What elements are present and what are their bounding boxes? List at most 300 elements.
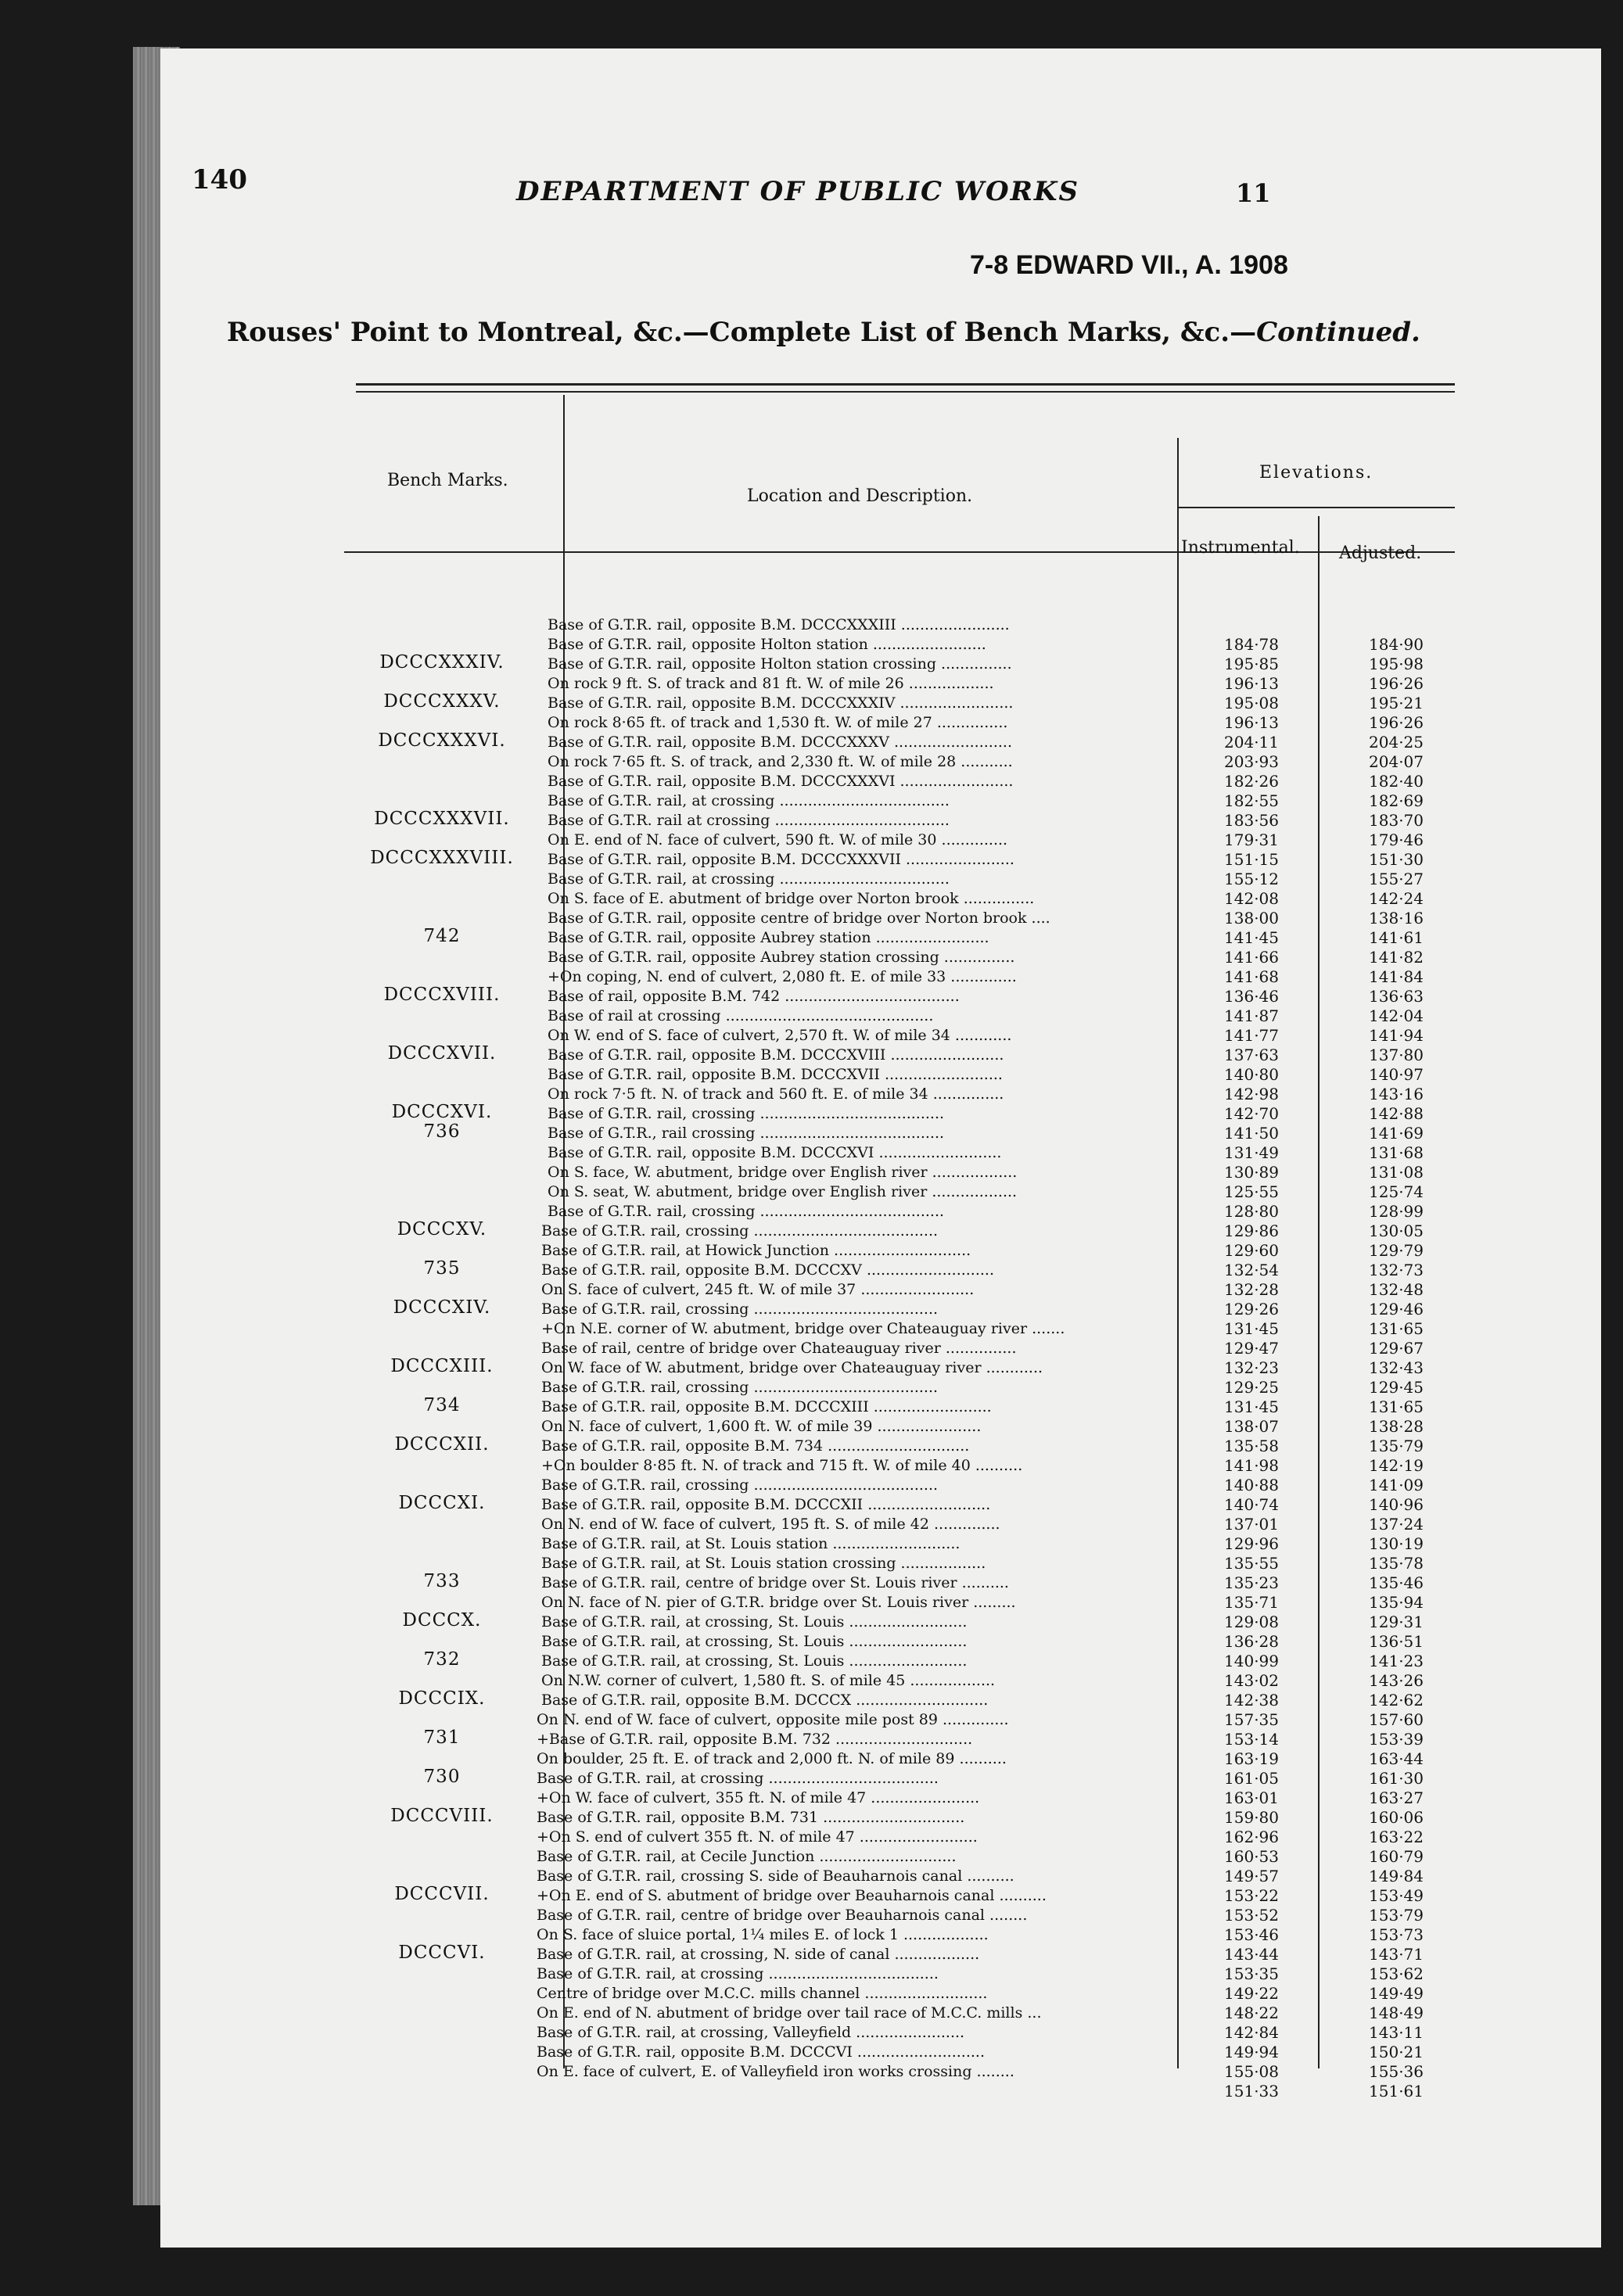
instrumental-value: 151·33 — [1224, 2082, 1279, 2100]
table-row — [0, 1341, 1623, 1356]
table-row — [0, 735, 1623, 750]
bench-mark-label: DCCCXII. — [394, 1434, 490, 1455]
adjusted-value: 148·49 — [1369, 2004, 1424, 2022]
table-row — [0, 1986, 1623, 2001]
row-description: +On coping, N. end of culvert, 2,080 ft. E. of mile 33 .............. — [548, 968, 1017, 985]
row-description: Base of G.T.R. rail, at crossing .................................... — [548, 792, 950, 809]
bench-mark-label: 733 — [423, 1571, 461, 1591]
table-row — [0, 852, 1623, 867]
instrumental-value: 129·86 — [1224, 1222, 1279, 1240]
adjusted-value: 129·45 — [1369, 1378, 1424, 1397]
row-description: Base of G.T.R. rail, at Howick Junction ............................. — [541, 1242, 971, 1259]
adjusted-value: 182·69 — [1369, 791, 1424, 810]
instrumental-value: 138·07 — [1224, 1417, 1279, 1436]
adjusted-value: 184·90 — [1369, 635, 1424, 654]
instrumental-value: 184·78 — [1224, 635, 1279, 654]
table-row — [0, 1925, 1623, 1944]
instrumental-value: 159·80 — [1224, 1808, 1279, 1827]
adjusted-value: 153·73 — [1369, 1925, 1424, 1944]
table-row — [0, 1671, 1623, 1690]
bench-mark-label: 731 — [423, 1727, 461, 1748]
row-description: Base of G.T.R. rail, opposite Holton station crossing ............... — [548, 655, 1012, 673]
instrumental-value: 182·26 — [1224, 772, 1279, 791]
row-description: Base of G.T.R. rail, at crossing, Valleyfield ....................... — [537, 2024, 965, 2041]
table-row — [0, 1573, 1623, 1592]
row-description: Base of G.T.R. rail, at St. Louis station crossing .................. — [541, 1555, 986, 1572]
table-row — [0, 1224, 1623, 1239]
bench-mark-label: DCCCXXXVIII. — [370, 848, 514, 868]
table-row — [0, 1478, 1623, 1493]
row-description: +On W. face of culvert, 355 ft. N. of mile 47 ....................... — [537, 1789, 980, 1806]
instrumental-value: 129·60 — [1224, 1241, 1279, 1260]
adjusted-value: 157·60 — [1369, 1710, 1424, 1729]
instrumental-value: 182·55 — [1224, 791, 1279, 810]
adjusted-value: 138·28 — [1369, 1417, 1424, 1436]
adjusted-value: 142·62 — [1369, 1691, 1424, 1709]
table-row — [0, 1634, 1623, 1649]
adjusted-value: 125·74 — [1369, 1182, 1424, 1201]
adjusted-value: 141·61 — [1369, 928, 1424, 947]
instrumental-value: 135·55 — [1224, 1554, 1279, 1573]
instrumental-value: 128·80 — [1224, 1202, 1279, 1221]
bench-mark-label: DCCCXXXV. — [383, 691, 501, 712]
col-header-elevations: Elevations. — [1259, 463, 1373, 483]
instrumental-value: 153·14 — [1224, 1730, 1279, 1749]
instrumental-value: 125·55 — [1224, 1182, 1279, 1201]
table-row — [0, 911, 1623, 926]
instrumental-value: 157·35 — [1224, 1710, 1279, 1729]
instrumental-value: 148·22 — [1224, 2004, 1279, 2022]
adjusted-value: 149·49 — [1369, 1984, 1424, 2003]
table-row — [0, 1849, 1623, 1864]
row-description: Base of G.T.R. rail, opposite B.M. DCCCXXXVI ........................ — [548, 773, 1014, 790]
adjusted-value: 140·96 — [1369, 1495, 1424, 1514]
bench-mark-label: DCCCXVII. — [387, 1043, 497, 1064]
instrumental-value: 142·84 — [1224, 2023, 1279, 2042]
row-description: On rock 8·65 ft. of track and 1,530 ft. W. of mile 27 ............... — [548, 714, 1008, 731]
row-description: Base of G.T.R. rail, at crossing .................................... — [548, 870, 950, 888]
title-rule-bottom — [356, 391, 1455, 393]
bench-mark-label: DCCCXVI. — [391, 1102, 493, 1122]
instrumental-value: 161·05 — [1224, 1769, 1279, 1788]
instrumental-value: 132·28 — [1224, 1280, 1279, 1299]
bench-mark-label: DCCCXXXIV. — [379, 652, 504, 673]
table-row — [0, 774, 1623, 789]
row-description: On W. end of S. face of culvert, 2,570 ft. W. of mile 34 ............ — [548, 1027, 1012, 1044]
row-description: Base of G.T.R. rail, opposite Aubrey station ........................ — [548, 929, 989, 946]
adjusted-value: 136·63 — [1369, 987, 1424, 1006]
table-row — [0, 833, 1623, 848]
instrumental-value: 129·08 — [1224, 1613, 1279, 1631]
adjusted-value: 140·97 — [1369, 1065, 1424, 1084]
adjusted-value: 138·16 — [1369, 909, 1424, 927]
adjusted-value: 195·21 — [1369, 694, 1424, 712]
instrumental-value: 142·08 — [1224, 889, 1279, 908]
instrumental-value: 140·74 — [1224, 1495, 1279, 1514]
table-row — [0, 1947, 1623, 1962]
table-row — [0, 1104, 1623, 1123]
adjusted-value: 153·39 — [1369, 1730, 1424, 1749]
session-label: 7-8 EDWARD VII., A. 1908 — [970, 250, 1288, 280]
instrumental-value: 135·71 — [1224, 1593, 1279, 1612]
instrumental-value: 155·12 — [1224, 870, 1279, 888]
table-row — [0, 1358, 1623, 1377]
row-description: On N. face of culvert, 1,600 ft. W. of mile 39 ...................... — [541, 1418, 982, 1435]
adjusted-value: 143·11 — [1369, 2023, 1424, 2042]
instrumental-value: 130·89 — [1224, 1163, 1279, 1182]
instrumental-value: 136·28 — [1224, 1632, 1279, 1651]
adjusted-value: 142·24 — [1369, 889, 1424, 908]
elevations-rule — [1177, 507, 1455, 508]
adjusted-value: 135·78 — [1369, 1554, 1424, 1573]
instrumental-value: 183·56 — [1224, 811, 1279, 830]
table-row — [0, 1615, 1623, 1630]
adjusted-value: 137·80 — [1369, 1046, 1424, 1064]
col-header-bench-marks: Bench Marks. — [387, 471, 508, 490]
adjusted-value: 141·69 — [1369, 1124, 1424, 1143]
instrumental-value: 137·01 — [1224, 1515, 1279, 1534]
row-description: Base of G.T.R. rail, opposite B.M. DCCCXXXIV ........................ — [548, 694, 1014, 712]
adjusted-value: 163·27 — [1369, 1788, 1424, 1807]
table-row — [0, 872, 1623, 887]
row-description: Base of G.T.R. rail, opposite B.M. DCCCXV ........................... — [541, 1261, 995, 1279]
table-row — [0, 891, 1623, 906]
row-description: Base of G.T.R. rail, opposite Aubrey station crossing ............... — [548, 949, 1015, 966]
adjusted-value: 153·62 — [1369, 1964, 1424, 1983]
table-row — [0, 1143, 1623, 1162]
table-row — [0, 1028, 1623, 1043]
row-description: Base of G.T.R. rail, at crossing, St. Louis ......................... — [541, 1613, 968, 1631]
table-row — [0, 1302, 1623, 1317]
table-row — [0, 637, 1623, 652]
instrumental-value: 129·26 — [1224, 1300, 1279, 1318]
adjusted-value: 141·94 — [1369, 1026, 1424, 1045]
adjusted-value: 142·04 — [1369, 1006, 1424, 1025]
adjusted-value: 129·79 — [1369, 1241, 1424, 1260]
table-row — [0, 1165, 1623, 1180]
table-row — [0, 1243, 1623, 1258]
row-description: +On E. end of S. abutment of bridge over Beauharnois canal .......... — [537, 1887, 1047, 1904]
col-header-location: Location and Description. — [747, 486, 973, 506]
instrumental-value: 204·11 — [1224, 733, 1279, 752]
adjusted-value: 196·26 — [1369, 713, 1424, 732]
adjusted-value: 131·08 — [1369, 1163, 1424, 1182]
row-description: Base of G.T.R. rail, at St. Louis station ........................... — [541, 1535, 961, 1552]
row-description: Base of G.T.R. rail, at crossing .................................... — [537, 1770, 939, 1787]
table-row — [0, 1830, 1623, 1845]
row-description: Base of rail, centre of bridge over Chateauguay river ............... — [541, 1340, 1017, 1357]
adjusted-value: 141·09 — [1369, 1476, 1424, 1494]
adjusted-value: 129·46 — [1369, 1300, 1424, 1318]
adjusted-value: 136·51 — [1369, 1632, 1424, 1651]
instrumental-value: 129·25 — [1224, 1378, 1279, 1397]
table-row — [0, 791, 1623, 810]
table-row — [0, 2062, 1623, 2081]
row-description: Base of G.T.R. rail, crossing S. side of Beauharnois canal .......... — [537, 1867, 1014, 1885]
instrumental-value: 179·31 — [1224, 831, 1279, 849]
table-row — [0, 989, 1623, 1004]
table-row — [0, 1964, 1623, 1983]
instrumental-value: 142·98 — [1224, 1085, 1279, 1103]
row-description: On E. end of N. abutment of bridge over tail race of M.C.C. mills ... — [537, 2004, 1042, 2022]
row-description: Centre of bridge over M.C.C. mills channel .......................... — [537, 1985, 988, 2002]
adjusted-value: 160·79 — [1369, 1847, 1424, 1866]
instrumental-value: 143·44 — [1224, 1945, 1279, 1964]
adjusted-value: 179·46 — [1369, 831, 1424, 849]
table-row — [0, 1886, 1623, 1905]
row-description: Base of rail at crossing ............................................ — [548, 1007, 934, 1024]
adjusted-value: 160·06 — [1369, 1808, 1424, 1827]
instrumental-value: 195·85 — [1224, 655, 1279, 673]
instrumental-value: 149·94 — [1224, 2043, 1279, 2061]
table-row — [0, 1771, 1623, 1786]
table-row — [0, 1126, 1623, 1141]
row-description: Base of G.T.R. rail, opposite Holton station ........................ — [548, 636, 986, 653]
table-row — [0, 1495, 1623, 1514]
instrumental-value: 141·66 — [1224, 948, 1279, 967]
adjusted-value: 130·19 — [1369, 1534, 1424, 1553]
instrumental-value: 137·63 — [1224, 1046, 1279, 1064]
row-description: Base of G.T.R. rail, opposite B.M. DCCCXXXVII ....................... — [548, 851, 1014, 868]
instrumental-value: 153·52 — [1224, 1906, 1279, 1925]
instrumental-value: 160·53 — [1224, 1847, 1279, 1866]
row-description: Base of G.T.R. rail, opposite centre of bridge over Norton brook .... — [548, 909, 1050, 927]
row-description: Base of G.T.R. rail, at crossing, St. Louis ......................... — [541, 1633, 968, 1650]
adjusted-value: 204·07 — [1369, 752, 1424, 771]
row-description: Base of G.T.R. rail, opposite B.M. DCCCXVII ......................... — [548, 1066, 1003, 1083]
table-row — [0, 1397, 1623, 1416]
table-row — [0, 2025, 1623, 2040]
instrumental-value: 135·58 — [1224, 1437, 1279, 1455]
instrumental-value: 195·08 — [1224, 694, 1279, 712]
bench-mark-label: 736 — [423, 1121, 461, 1142]
adjusted-value: 141·23 — [1369, 1652, 1424, 1670]
instrumental-value: 149·22 — [1224, 1984, 1279, 2003]
table-row — [0, 1788, 1623, 1807]
table-row — [0, 1263, 1623, 1278]
table-row — [0, 1419, 1623, 1434]
adjusted-value: 132·43 — [1369, 1358, 1424, 1377]
table-row — [0, 2045, 1623, 2060]
instrumental-value: 196·13 — [1224, 713, 1279, 732]
row-description: Base of G.T.R. rail, crossing ....................................... — [541, 1379, 939, 1396]
instrumental-value: 136·46 — [1224, 987, 1279, 1006]
row-description: Base of G.T.R. rail, at crossing, St. Louis ......................... — [541, 1652, 968, 1670]
row-description: On N. end of W. face of culvert, 195 ft. S. of mile 42 .............. — [541, 1516, 1000, 1533]
instrumental-value: 135·23 — [1224, 1573, 1279, 1592]
instrumental-value: 155·08 — [1224, 2062, 1279, 2081]
row-description: Base of G.T.R. rail, opposite B.M. DCCCXVI .......................... — [548, 1144, 1002, 1161]
adjusted-value: 163·44 — [1369, 1749, 1424, 1768]
row-description: +On S. end of culvert 355 ft. N. of mile 47 ......................... — [537, 1828, 978, 1846]
row-description: On E. face of culvert, E. of Valleyfield iron works crossing ........ — [537, 2063, 1014, 2080]
row-description: On S. face of E. abutment of bridge over Norton brook ............... — [548, 890, 1035, 907]
instrumental-value: 140·88 — [1224, 1476, 1279, 1494]
instrumental-value: 153·22 — [1224, 1886, 1279, 1905]
instrumental-value: 149·57 — [1224, 1867, 1279, 1885]
table-row — [0, 1693, 1623, 1708]
instrumental-value: 129·96 — [1224, 1534, 1279, 1553]
row-description: Base of G.T.R. rail, opposite B.M. 731 .............................. — [537, 1809, 965, 1826]
row-description: Base of rail, opposite B.M. 742 ..................................... — [548, 988, 960, 1005]
row-description: +On N.E. corner of W. abutment, bridge over Chateauguay river ....... — [541, 1320, 1065, 1337]
instrumental-value: 151·15 — [1224, 850, 1279, 869]
section-number: 11 — [1236, 178, 1271, 208]
instrumental-value: 142·38 — [1224, 1691, 1279, 1709]
instrumental-value: 140·80 — [1224, 1065, 1279, 1084]
row-description: Base of G.T.R. rail, opposite B.M. DCCCVI ........................... — [537, 2043, 985, 2061]
row-description: Base of G.T.R. rail, at crossing, N. side of canal .................. — [537, 1946, 980, 1963]
row-description: Base of G.T.R. rail, crossing ....................................... — [541, 1476, 939, 1494]
table-row — [0, 1534, 1623, 1553]
col-header-instrumental: Instrumental. — [1181, 538, 1300, 558]
row-description: Base of G.T.R. rail, crossing ....................................... — [548, 1203, 945, 1220]
table-row — [0, 1869, 1623, 1884]
table-row — [0, 1380, 1623, 1395]
table-row — [0, 1006, 1623, 1025]
page-number: 140 — [192, 164, 247, 196]
adjusted-value: 183·70 — [1369, 811, 1424, 830]
instrumental-value: 138·00 — [1224, 909, 1279, 927]
table-row — [0, 657, 1623, 672]
adjusted-value: 196·26 — [1369, 674, 1424, 693]
row-description: Base of G.T.R. rail, crossing ....................................... — [541, 1222, 939, 1239]
adjusted-value: 150·21 — [1369, 2043, 1424, 2061]
instrumental-value: 143·02 — [1224, 1671, 1279, 1690]
instrumental-value: 153·46 — [1224, 1925, 1279, 1944]
adjusted-value: 132·73 — [1369, 1261, 1424, 1279]
bench-mark-label: DCCCXI. — [398, 1493, 486, 1513]
adjusted-value: 182·40 — [1369, 772, 1424, 791]
adjusted-value: 142·19 — [1369, 1456, 1424, 1475]
table-row — [0, 1182, 1623, 1201]
instrumental-value: 132·54 — [1224, 1261, 1279, 1279]
bench-mark-label: DCCCXXXVI. — [378, 730, 506, 751]
row-description: On boulder, 25 ft. E. of track and 2,000 ft. N. of mile 89 .......... — [537, 1750, 1007, 1767]
row-description: Base of G.T.R. rail at crossing ..................................... — [548, 812, 950, 829]
adjusted-value: 128·99 — [1369, 1202, 1424, 1221]
row-description: +On boulder 8·85 ft. N. of track and 715 ft. W. of mile 40 .......... — [541, 1457, 1023, 1474]
row-description: Base of G.T.R. rail, centre of bridge over St. Louis river .......... — [541, 1574, 1009, 1591]
instrumental-value: 142·70 — [1224, 1104, 1279, 1123]
adjusted-value: 131·65 — [1369, 1319, 1424, 1338]
adjusted-value: 131·65 — [1369, 1397, 1424, 1416]
adjusted-value: 129·31 — [1369, 1613, 1424, 1631]
adjusted-value: 153·49 — [1369, 1886, 1424, 1905]
instrumental-value: 141·77 — [1224, 1026, 1279, 1045]
adjusted-value: 131·68 — [1369, 1143, 1424, 1162]
adjusted-value: 151·61 — [1369, 2082, 1424, 2100]
instrumental-value: 153·35 — [1224, 1964, 1279, 1983]
adjusted-value: 161·30 — [1369, 1769, 1424, 1788]
adjusted-value: 151·30 — [1369, 850, 1424, 869]
adjusted-value: 129·67 — [1369, 1339, 1424, 1358]
table-row — [0, 1908, 1623, 1923]
instrumental-value: 141·98 — [1224, 1456, 1279, 1475]
adjusted-value: 149·84 — [1369, 1867, 1424, 1885]
adjusted-value: 204·25 — [1369, 733, 1424, 752]
adjusted-value: 135·94 — [1369, 1593, 1424, 1612]
adjusted-value: 143·26 — [1369, 1671, 1424, 1690]
bench-mark-label: DCCCX. — [402, 1610, 482, 1631]
table-row — [0, 1595, 1623, 1610]
row-description: Base of G.T.R. rail, opposite B.M. DCCCXXXV ......................... — [548, 734, 1012, 751]
row-description: Base of G.T.R. rail, at Cecile Junction ............................. — [537, 1848, 957, 1865]
row-description: On S. face of culvert, 245 ft. W. of mile 37 ........................ — [541, 1281, 975, 1298]
row-description: Base of G.T.R. rail, crossing ....................................... — [541, 1300, 939, 1318]
bench-mark-label: DCCCXVIII. — [383, 985, 501, 1005]
instrumental-value: 196·13 — [1224, 674, 1279, 693]
table-row — [0, 1732, 1623, 1747]
row-description: Base of G.T.R. rail, crossing ....................................... — [548, 1105, 945, 1122]
bench-mark-label: DCCCVIII. — [390, 1806, 494, 1826]
row-description: Base of G.T.R. rail, opposite B.M. DCCCXXXIII ....................... — [548, 616, 1010, 633]
table-row — [0, 950, 1623, 965]
row-description: On N. end of W. face of culvert, opposite mile post 89 .............. — [537, 1711, 1009, 1728]
table-row — [0, 752, 1623, 771]
adjusted-value: 142·88 — [1369, 1104, 1424, 1123]
table-row — [0, 1517, 1623, 1532]
row-description: On N.W. corner of culvert, 1,580 ft. S. of mile 45 .................. — [541, 1672, 996, 1689]
row-description: Base of G.T.R. rail, opposite B.M. 734 .............................. — [541, 1437, 970, 1455]
adjusted-value: 132·48 — [1369, 1280, 1424, 1299]
row-description: Base of G.T.R. rail, at crossing .................................... — [537, 1965, 939, 1982]
col-header-adjusted: Adjusted. — [1339, 544, 1422, 563]
row-description: On N. face of N. pier of G.T.R. bridge over St. Louis river ......... — [541, 1594, 1016, 1611]
row-description: On S. face of sluice portal, 1¼ miles E. of lock 1 .................. — [537, 1926, 989, 1943]
adjusted-value: 135·79 — [1369, 1437, 1424, 1455]
title-rule-top — [356, 383, 1455, 386]
table-row — [0, 1319, 1623, 1338]
table-row — [0, 1710, 1623, 1729]
bench-mark-label: 735 — [423, 1258, 461, 1279]
table-row — [0, 1810, 1623, 1825]
table-row — [0, 1458, 1623, 1473]
instrumental-value: 132·23 — [1224, 1358, 1279, 1377]
bench-mark-label: DCCCXIII. — [390, 1356, 494, 1376]
table-row — [0, 713, 1623, 732]
table-row — [0, 1749, 1623, 1768]
table-row — [0, 1204, 1623, 1219]
table-row — [0, 1439, 1623, 1454]
row-description: On S. face, W. abutment, bridge over English river .................. — [548, 1164, 1018, 1181]
adjusted-value: 153·79 — [1369, 1906, 1424, 1925]
bench-mark-label: DCCCIX. — [398, 1688, 486, 1709]
table-row — [0, 928, 1623, 947]
instrumental-value: 131·49 — [1224, 1143, 1279, 1162]
instrumental-value: 140·99 — [1224, 1652, 1279, 1670]
bench-mark-label: DCCCVI. — [398, 1943, 486, 1963]
bench-mark-label: 742 — [423, 926, 461, 946]
instrumental-value: 131·45 — [1224, 1319, 1279, 1338]
row-description: Base of G.T.R. rail, opposite B.M. DCCCX ............................ — [541, 1692, 989, 1709]
instrumental-value: 131·45 — [1224, 1397, 1279, 1416]
bench-mark-label: 734 — [423, 1395, 461, 1415]
instrumental-value: 129·47 — [1224, 1339, 1279, 1358]
bench-mark-label: DCCCVII. — [394, 1884, 490, 1904]
table-row — [0, 1280, 1623, 1299]
adjusted-value: 141·82 — [1369, 948, 1424, 967]
adjusted-value: 155·27 — [1369, 870, 1424, 888]
row-description: Base of G.T.R., rail crossing ....................................... — [548, 1125, 945, 1142]
bench-mark-label: DCCCXIV. — [393, 1297, 491, 1318]
table-row — [0, 618, 1623, 633]
table-row — [0, 1048, 1623, 1063]
row-description: On S. seat, W. abutment, bridge over English river .................. — [548, 1183, 1018, 1200]
table-row — [0, 967, 1623, 986]
table-row — [0, 2006, 1623, 2021]
adjusted-value: 135·46 — [1369, 1573, 1424, 1592]
